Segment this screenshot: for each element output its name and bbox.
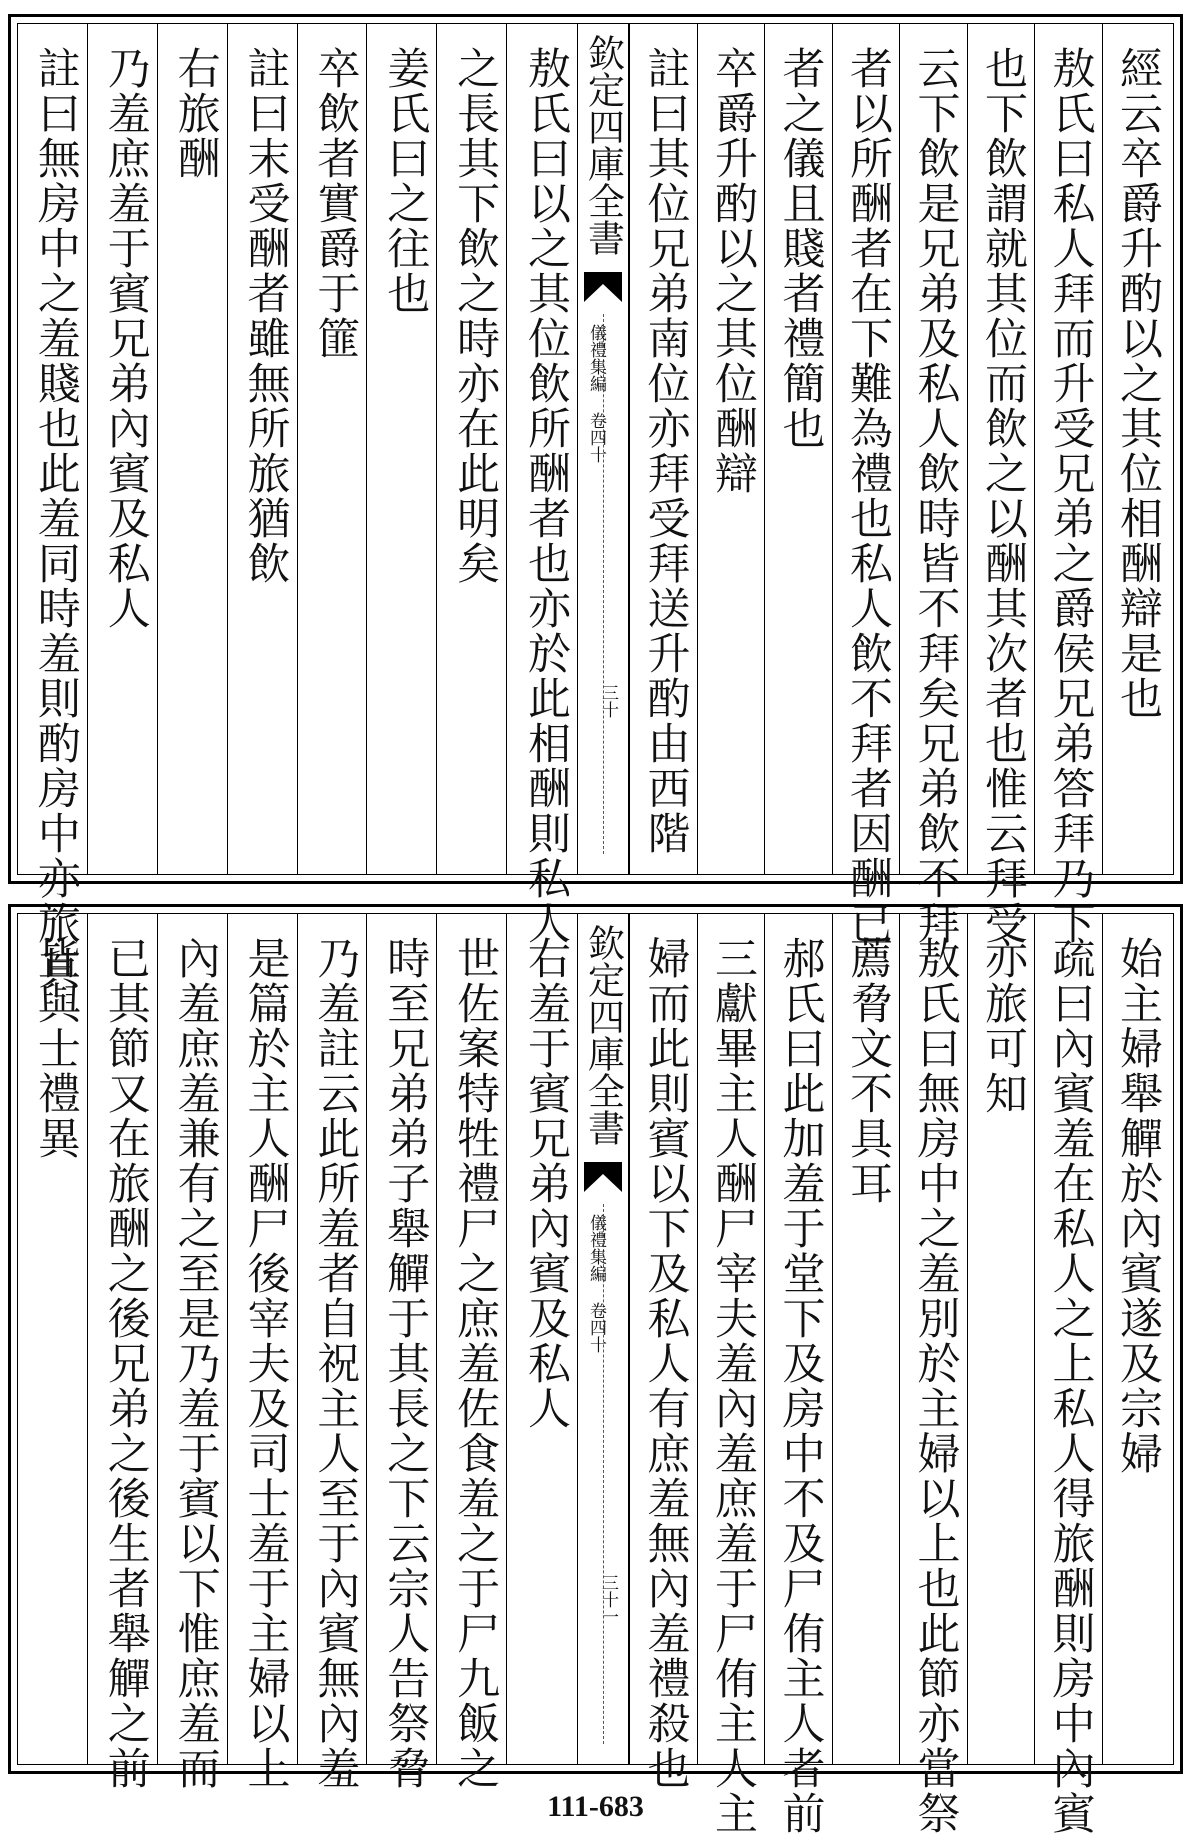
text-column: 也下飲謂就其位而飲之以酬其次者也惟云拜受 [967, 24, 1035, 874]
text-column: 郝氏曰此加羞于堂下及房中不及尸侑主人者前 [764, 914, 832, 1764]
fold-gutter [577, 914, 629, 1764]
text-column: 卒飲者實爵于篚 [298, 24, 368, 874]
text-column: 卒爵升酌以之其位酬辯 [697, 24, 765, 874]
top-page [8, 14, 1183, 991]
top-page-frame [17, 23, 1174, 991]
text-column: 經云卒爵升酌以之其位相酬辯是也 [1102, 24, 1170, 874]
page-number: 111-683 [547, 1790, 644, 1823]
text-column: 註曰末受酬者雖無所旅猶飲 [228, 24, 298, 874]
text-column: 右旅酬 [158, 24, 228, 874]
text-column: 是篇於主人酬尸後宰夫及司士羞于主婦以上 [228, 914, 298, 1764]
text-column: 疏曰內賓羞在私人之上私人得旅酬則房中內賓 [1034, 914, 1102, 1764]
text-column: 者之儀且賤者禮簡也 [764, 24, 832, 874]
text-column: 之長其下飲之時亦在此明矣 [437, 24, 507, 874]
text-column: 乃羞庶羞于賓兄弟內賓及私人 [88, 24, 158, 874]
fish-tail-icon [584, 1162, 622, 1192]
text-column: 右羞于賓兄弟內賓及私人 [521, 936, 571, 1431]
fish-tail-icon [584, 272, 622, 302]
text-column: 婦而此則賓以下及私人有庶羞無內羞禮殺也 [629, 914, 697, 1764]
folio-number: 三十一 [598, 1574, 618, 1625]
book-title: 欽定四庫全書 [581, 924, 625, 1146]
text-column: 始主婦舉觶於內賓遂及宗婦 [1102, 914, 1170, 1764]
text-column: 乃羞註云此所羞者自祝主人至于內賓無內羞 [298, 914, 368, 1764]
text-column: 已其節又在旅酬之後兄弟之後生者舉觶之前 [88, 914, 158, 1764]
volume-label: 儀禮集編 卷四十 [586, 1214, 606, 1353]
text-column: 姜氏曰之往也 [367, 24, 437, 874]
text-column: 者以所酬者在下難為禮也私人飲不拜者因酬已 [832, 24, 900, 874]
text-column: 皆與士禮異 [18, 914, 88, 1764]
text-column: 敖氏曰以之其位飲所酬者也亦於此相酬則私人 [521, 46, 571, 946]
book-title: 欽定四庫全書 [581, 34, 625, 256]
text-column: 時至兄弟弟子舉觶于其長之下云宗人告祭脅 [367, 914, 437, 1764]
volume-label: 儀禮集編 卷四十 [586, 324, 606, 463]
text-column: 註曰無房中之羞賤也此羞同時羞則酌房中亦旅其 [18, 24, 88, 874]
text-column: 薦脅文不具耳 [832, 914, 900, 1764]
folio-number: 三十 [598, 684, 618, 718]
text-column: 世佐案特牲禮尸之庶羞佐食羞之于尸九飯之 [437, 914, 507, 1764]
text-column: 云下飲是兄弟及私人飲時皆不拜矣兄弟飲不拜 [899, 24, 967, 874]
text-column: 內羞庶羞兼有之至是乃羞于賓以下惟庶羞而 [158, 914, 228, 1764]
fold-gutter [577, 24, 629, 874]
text-column: 亦旅可知 [967, 914, 1035, 1764]
text-column: 三獻畢主人酬尸宰夫羞內羞庶羞于尸侑主人主 [697, 914, 765, 1764]
text-column: 敖氏曰私人拜而升受兄弟之爵侯兄弟答拜乃下 [1034, 24, 1102, 874]
text-column: 敖氏曰無房中之羞別於主婦以上也此節亦當祭 [899, 914, 967, 1764]
text-column: 註曰其位兄弟南位亦拜受拜送升酌由西階 [629, 24, 697, 874]
